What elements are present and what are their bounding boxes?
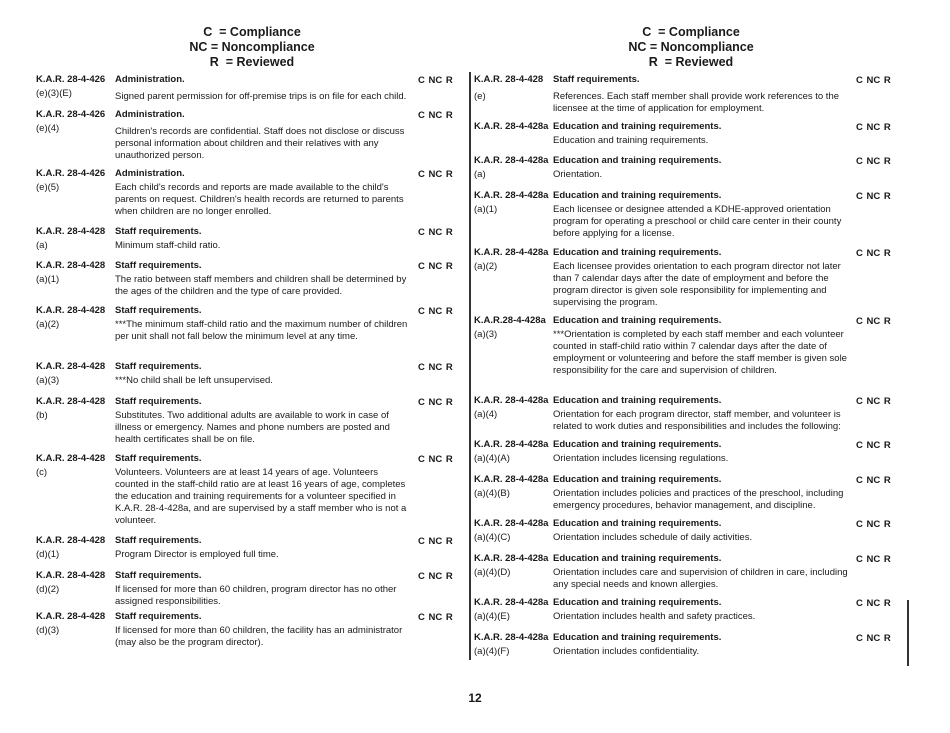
regulation-number: K.A.R.28-4-428a	[474, 315, 546, 326]
regulation-description: Orientation includes licensing regulations.	[553, 453, 729, 464]
regulation-title: Education and training requirements.	[553, 190, 722, 201]
regulation-number: K.A.R. 28-4-428	[36, 453, 106, 464]
compliance-marks: C NC R	[856, 440, 891, 451]
regulation-title: Staff requirements.	[115, 260, 202, 271]
regulation-number: K.A.R. 28-4-426	[36, 74, 106, 85]
regulation-number: K.A.R. 28-4-428a	[474, 155, 549, 166]
regulation-title: Education and training requirements.	[553, 121, 722, 132]
regulation-title: Staff requirements.	[115, 305, 202, 316]
compliance-marks: C NC R	[418, 397, 453, 408]
compliance-marks: C NC R	[856, 396, 891, 407]
regulation-title: Education and training requirements.	[553, 439, 722, 450]
regulation-title: Education and training requirements.	[553, 315, 722, 326]
regulation-number: K.A.R. 28-4-428	[36, 396, 106, 407]
regulation-number: K.A.R. 28-4-428a	[474, 553, 549, 564]
regulation-subsection: (a)(1)	[36, 274, 60, 285]
regulation-number: K.A.R. 28-4-428a	[474, 474, 549, 485]
regulation-number: K.A.R. 28-4-428a	[474, 632, 549, 643]
regulation-subsection: (a)(4)(D)	[474, 567, 511, 578]
regulation-description: Signed parent permission for off-premise trips is on file for each child.	[115, 91, 407, 102]
regulation-description: ***No child shall be left unsupervised.	[115, 375, 273, 386]
right-edge-rule	[907, 600, 909, 666]
regulation-title: Education and training requirements.	[553, 518, 722, 529]
compliance-marks: C NC R	[856, 248, 891, 259]
column-divider	[469, 72, 471, 660]
compliance-marks: C NC R	[418, 362, 453, 373]
regulation-description: Education and training requirements.	[553, 135, 709, 146]
regulation-description: Orientation includes health and safety practices.	[553, 611, 756, 622]
regulation-description: Each licensee provides orientation to each program director not later than 7 calendar days after the date of employment and before the program director is given sole responsibility for implementing and supervising the program.	[553, 261, 841, 308]
compliance-marks: C NC R	[856, 156, 891, 167]
regulation-number: K.A.R. 28-4-428	[36, 305, 106, 316]
regulation-title: Staff requirements.	[115, 570, 202, 581]
regulation-description: ***The minimum staff-child ratio and the maximum number of children per unit shall not fall below the minimum level at any time.	[115, 319, 408, 342]
regulation-description: If licensed for more than 60 children, program director has no other assigned responsibilities.	[115, 584, 397, 607]
regulation-description: Orientation includes schedule of daily activities.	[553, 532, 753, 543]
regulation-number: K.A.R. 28-4-428	[36, 260, 106, 271]
regulation-description: ***Orientation is completed by each staff member and each volunteer counted in staff-child ratio within 7 calendar days after the date of employment or volunteering and before the staff member is given sole responsibility for the care and supervision of children.	[553, 329, 847, 376]
regulation-subsection: (d)(2)	[36, 584, 60, 595]
regulation-title: Staff requirements.	[115, 396, 202, 407]
regulation-subsection: (a)(3)	[474, 329, 498, 340]
compliance-marks: C NC R	[418, 612, 453, 623]
legend-compliance: C = Compliance	[203, 25, 301, 39]
regulation-subsection: (b)	[36, 410, 48, 421]
regulation-title: Staff requirements.	[115, 611, 202, 622]
regulation-description: Minimum staff-child ratio.	[115, 240, 221, 251]
regulation-subsection: (a)(4)	[474, 409, 498, 420]
regulation-description: Each licensee or designee attended a KDHE-approved orientation program for operating a preschool or child care center in their county before applying for a license.	[553, 204, 842, 239]
regulation-description: Orientation includes confidentiality.	[553, 646, 700, 657]
regulation-title: Administration.	[115, 109, 185, 120]
regulation-number: K.A.R. 28-4-428a	[474, 518, 549, 529]
regulation-subsection: (a)(2)	[36, 319, 60, 330]
regulation-title: Administration.	[115, 168, 185, 179]
regulation-number: K.A.R. 28-4-428	[36, 611, 106, 622]
regulation-number: K.A.R. 28-4-428	[474, 74, 544, 85]
regulation-subsection: (a)(4)(A)	[474, 453, 510, 464]
compliance-marks: C NC R	[418, 306, 453, 317]
regulation-subsection: (e)(5)	[36, 182, 60, 193]
compliance-marks: C NC R	[418, 227, 453, 238]
regulation-description: Orientation.	[553, 169, 603, 180]
legend-reviewed: R = Reviewed	[648, 55, 734, 69]
regulation-subsection: (a)(2)	[474, 261, 498, 272]
regulation-description: Each child's records and reports are made available to the child's parents on request. Children's health records are returned to parents when children are no longer enrolled.	[115, 182, 404, 217]
regulation-title: Education and training requirements.	[553, 632, 722, 643]
regulation-subsection: (e)(3)(E)	[36, 88, 72, 99]
regulation-description: Program Director is employed full time.	[115, 549, 279, 560]
regulation-description: Orientation includes care and supervision of children in care, including any special needs and known allergies.	[553, 567, 848, 590]
regulation-subsection: (a)	[474, 169, 486, 180]
regulation-title: Education and training requirements.	[553, 247, 722, 258]
regulation-number: K.A.R. 28-4-428	[36, 570, 106, 581]
regulation-subsection: (a)(4)(E)	[474, 611, 510, 622]
compliance-marks: C NC R	[418, 261, 453, 272]
regulation-title: Staff requirements.	[115, 361, 202, 372]
regulation-number: K.A.R. 28-4-428a	[474, 439, 549, 450]
regulation-number: K.A.R. 28-4-428a	[474, 247, 549, 258]
regulation-title: Administration.	[115, 74, 185, 85]
compliance-marks: C NC R	[418, 169, 453, 180]
regulation-title: Staff requirements.	[115, 226, 202, 237]
legend-left	[102, 25, 402, 70]
regulation-subsection: (e)(4)	[36, 123, 60, 134]
regulation-description: If licensed for more than 60 children, the facility has an administrator (may also be the program director).	[115, 625, 403, 648]
regulation-number: K.A.R. 28-4-428a	[474, 597, 549, 608]
compliance-marks: C NC R	[856, 475, 891, 486]
regulation-subsection: (d)(3)	[36, 625, 60, 636]
legend-compliance: C = Compliance	[642, 25, 740, 39]
regulation-description: Children's records are confidential. Staff does not disclose or discuss personal information about children and their relatives with any unauthorized person.	[115, 126, 405, 161]
regulation-description: Orientation includes policies and practices of the preschool, including emergency procedures, behavior management, and discipline.	[553, 488, 844, 511]
regulation-title: Education and training requirements.	[553, 474, 722, 485]
compliance-marks: C NC R	[418, 571, 453, 582]
regulation-title: Education and training requirements.	[553, 553, 722, 564]
regulation-number: K.A.R. 28-4-428	[36, 535, 106, 546]
regulation-title: Education and training requirements.	[553, 597, 722, 608]
compliance-marks: C NC R	[418, 536, 453, 547]
compliance-marks: C NC R	[418, 110, 453, 121]
compliance-marks: C NC R	[856, 598, 891, 609]
regulation-subsection: (d)(1)	[36, 549, 60, 560]
regulation-number: K.A.R. 28-4-426	[36, 168, 106, 179]
regulation-subsection: (a)(4)(B)	[474, 488, 510, 499]
regulation-title: Staff requirements.	[115, 535, 202, 546]
regulation-title: Staff requirements.	[553, 74, 640, 85]
regulation-subsection: (a)(3)	[36, 375, 60, 386]
legend-reviewed: R = Reviewed	[209, 55, 295, 69]
legend-noncompliance: NC = Noncompliance	[189, 40, 315, 54]
regulation-title: Education and training requirements.	[553, 395, 722, 406]
regulation-title: Education and training requirements.	[553, 155, 722, 166]
compliance-marks: C NC R	[856, 316, 891, 327]
regulation-subsection: (a)	[36, 240, 48, 251]
compliance-marks: C NC R	[856, 75, 891, 86]
legend-noncompliance: NC = Noncompliance	[628, 40, 754, 54]
regulation-subsection: (a)(4)(F)	[474, 646, 510, 657]
compliance-marks: C NC R	[856, 519, 891, 530]
regulation-description: The ratio between staff members and children shall be determined by the ages of the children and the type of care provided.	[115, 274, 407, 297]
legend-right	[541, 25, 841, 70]
regulation-number: K.A.R. 28-4-428a	[474, 121, 549, 132]
compliance-marks: C NC R	[418, 454, 453, 465]
compliance-marks: C NC R	[856, 122, 891, 133]
compliance-marks: C NC R	[856, 633, 891, 644]
regulation-number: K.A.R. 28-4-428a	[474, 395, 549, 406]
regulation-number: K.A.R. 28-4-428	[36, 226, 106, 237]
regulation-subsection: (c)	[36, 467, 48, 478]
regulation-title: Staff requirements.	[115, 453, 202, 464]
regulation-number: K.A.R. 28-4-426	[36, 109, 106, 120]
regulation-subsection: (e)	[474, 91, 486, 102]
compliance-marks: C NC R	[856, 554, 891, 565]
page-number: 12	[468, 691, 482, 705]
compliance-marks: C NC R	[856, 191, 891, 202]
compliance-marks: C NC R	[418, 75, 453, 86]
regulation-subsection: (a)(1)	[474, 204, 498, 215]
regulation-number: K.A.R. 28-4-428	[36, 361, 106, 372]
regulation-description: References. Each staff member shall provide work references to the licensee at the time of application for employment.	[553, 91, 840, 114]
regulation-subsection: (a)(4)(C)	[474, 532, 511, 543]
regulation-number: K.A.R. 28-4-428a	[474, 190, 549, 201]
regulation-description: Substitutes. Two additional adults are available to work in case of illness or emergency. Names and phone numbers are posted and health certificates shall be on file.	[115, 410, 390, 445]
regulation-description: Volunteers. Volunteers are at least 14 years of age. Volunteers counted in the staff-child ratio are at least 16 years of age, completes the education and training requirements for a volunteer specified in K.A.R. 28-4-428a, and are supervised by a staff member who is not a volunteer.	[115, 467, 407, 526]
regulation-description: Orientation for each program director, staff member, and volunteer is related to work duties and responsibilities and includes the following:	[553, 409, 841, 432]
